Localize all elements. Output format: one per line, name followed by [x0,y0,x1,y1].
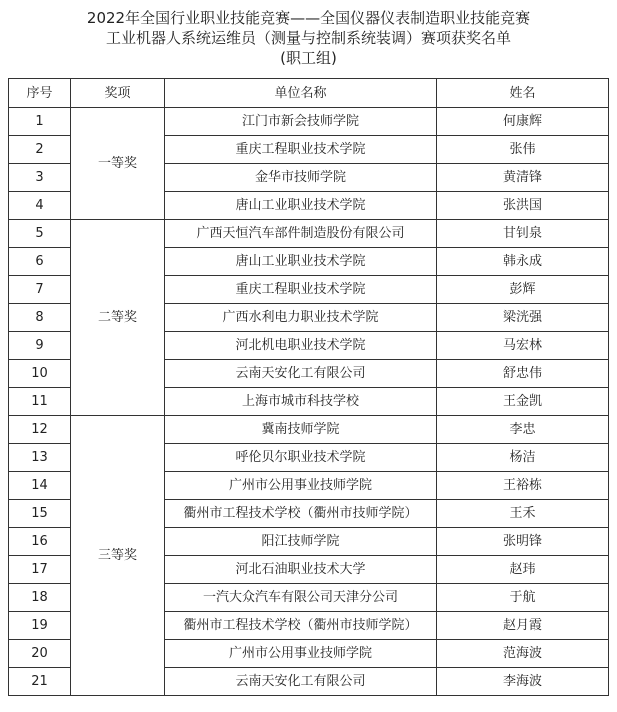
cell-unit: 呼伦贝尔职业技术学院 [165,444,437,472]
cell-unit: 河北机电职业技术学院 [165,332,437,360]
cell-unit: 广州市公用事业技师学院 [165,640,437,668]
cell-name: 范海波 [437,640,609,668]
cell-no: 10 [9,360,71,388]
cell-name: 舒忠伟 [437,360,609,388]
cell-unit: 重庆工程职业技术学院 [165,136,437,164]
cell-no: 19 [9,612,71,640]
cell-name: 梁洸强 [437,304,609,332]
cell-name: 王裕栋 [437,472,609,500]
table-body [9,108,609,696]
header-no: 序号 [9,79,71,108]
cell-name: 于航 [437,584,609,612]
cell-name: 李忠 [437,416,609,444]
cell-unit: 衢州市工程技术学校（衢州市技师学院） [165,500,437,528]
cell-no: 8 [9,304,71,332]
cell-unit: 广西天恒汽车部件制造股份有限公司 [165,220,437,248]
cell-name: 李海波 [437,668,609,696]
cell-unit: 河北石油职业技术大学 [165,556,437,584]
cell-no: 5 [9,220,71,248]
cell-name: 张洪国 [437,192,609,220]
table-row [9,220,609,248]
cell-unit: 金华市技师学院 [165,164,437,192]
cell-name: 王金凯 [437,388,609,416]
award-table [8,78,609,696]
cell-no: 1 [9,108,71,136]
cell-name: 韩永成 [437,248,609,276]
header-name: 姓名 [437,79,609,108]
cell-no: 14 [9,472,71,500]
cell-no: 11 [9,388,71,416]
cell-unit: 衢州市工程技术学校（衢州市技师学院） [165,612,437,640]
cell-no: 2 [9,136,71,164]
cell-no: 20 [9,640,71,668]
cell-no: 18 [9,584,71,612]
cell-unit: 唐山工业职业技术学院 [165,248,437,276]
cell-unit: 重庆工程职业技术学院 [165,276,437,304]
table-header-row [9,79,609,108]
header-award: 奖项 [71,79,165,108]
cell-unit: 广州市公用事业技师学院 [165,472,437,500]
header-unit: 单位名称 [165,79,437,108]
cell-no: 12 [9,416,71,444]
cell-no: 7 [9,276,71,304]
cell-no: 4 [9,192,71,220]
cell-award: 一等奖 [71,108,165,220]
title-line-3: (职工组) [280,49,337,67]
cell-unit: 上海市城市科技学校 [165,388,437,416]
cell-no: 16 [9,528,71,556]
cell-award: 三等奖 [71,416,165,696]
cell-name: 黄清锋 [437,164,609,192]
cell-unit: 一汽大众汽车有限公司天津分公司 [165,584,437,612]
cell-name: 杨洁 [437,444,609,472]
cell-unit: 江门市新会技师学院 [165,108,437,136]
cell-unit: 唐山工业职业技术学院 [165,192,437,220]
table-row [9,416,609,444]
cell-unit: 冀南技师学院 [165,416,437,444]
cell-no: 21 [9,668,71,696]
cell-no: 17 [9,556,71,584]
cell-name: 张伟 [437,136,609,164]
cell-name: 张明锋 [437,528,609,556]
title-line-1: 2022年全国行业职业技能竞赛——全国仪器仪表制造职业技能竞赛 [86,9,531,27]
title-line-2: 工业机器人系统运维员（测量与控制系统装调）赛项获奖名单 [105,29,511,47]
cell-name: 何康辉 [437,108,609,136]
cell-name: 甘钊泉 [437,220,609,248]
cell-name: 王禾 [437,500,609,528]
document-title [0,8,617,68]
cell-unit: 云南天安化工有限公司 [165,360,437,388]
cell-unit: 广西水利电力职业技术学院 [165,304,437,332]
cell-no: 9 [9,332,71,360]
cell-unit: 阳江技师学院 [165,528,437,556]
cell-no: 13 [9,444,71,472]
cell-no: 15 [9,500,71,528]
cell-award: 二等奖 [71,220,165,416]
cell-name: 马宏林 [437,332,609,360]
cell-unit: 云南天安化工有限公司 [165,668,437,696]
cell-name: 赵玮 [437,556,609,584]
table-row [9,108,609,136]
cell-no: 6 [9,248,71,276]
cell-no: 3 [9,164,71,192]
cell-name: 赵月霞 [437,612,609,640]
cell-name: 彭辉 [437,276,609,304]
